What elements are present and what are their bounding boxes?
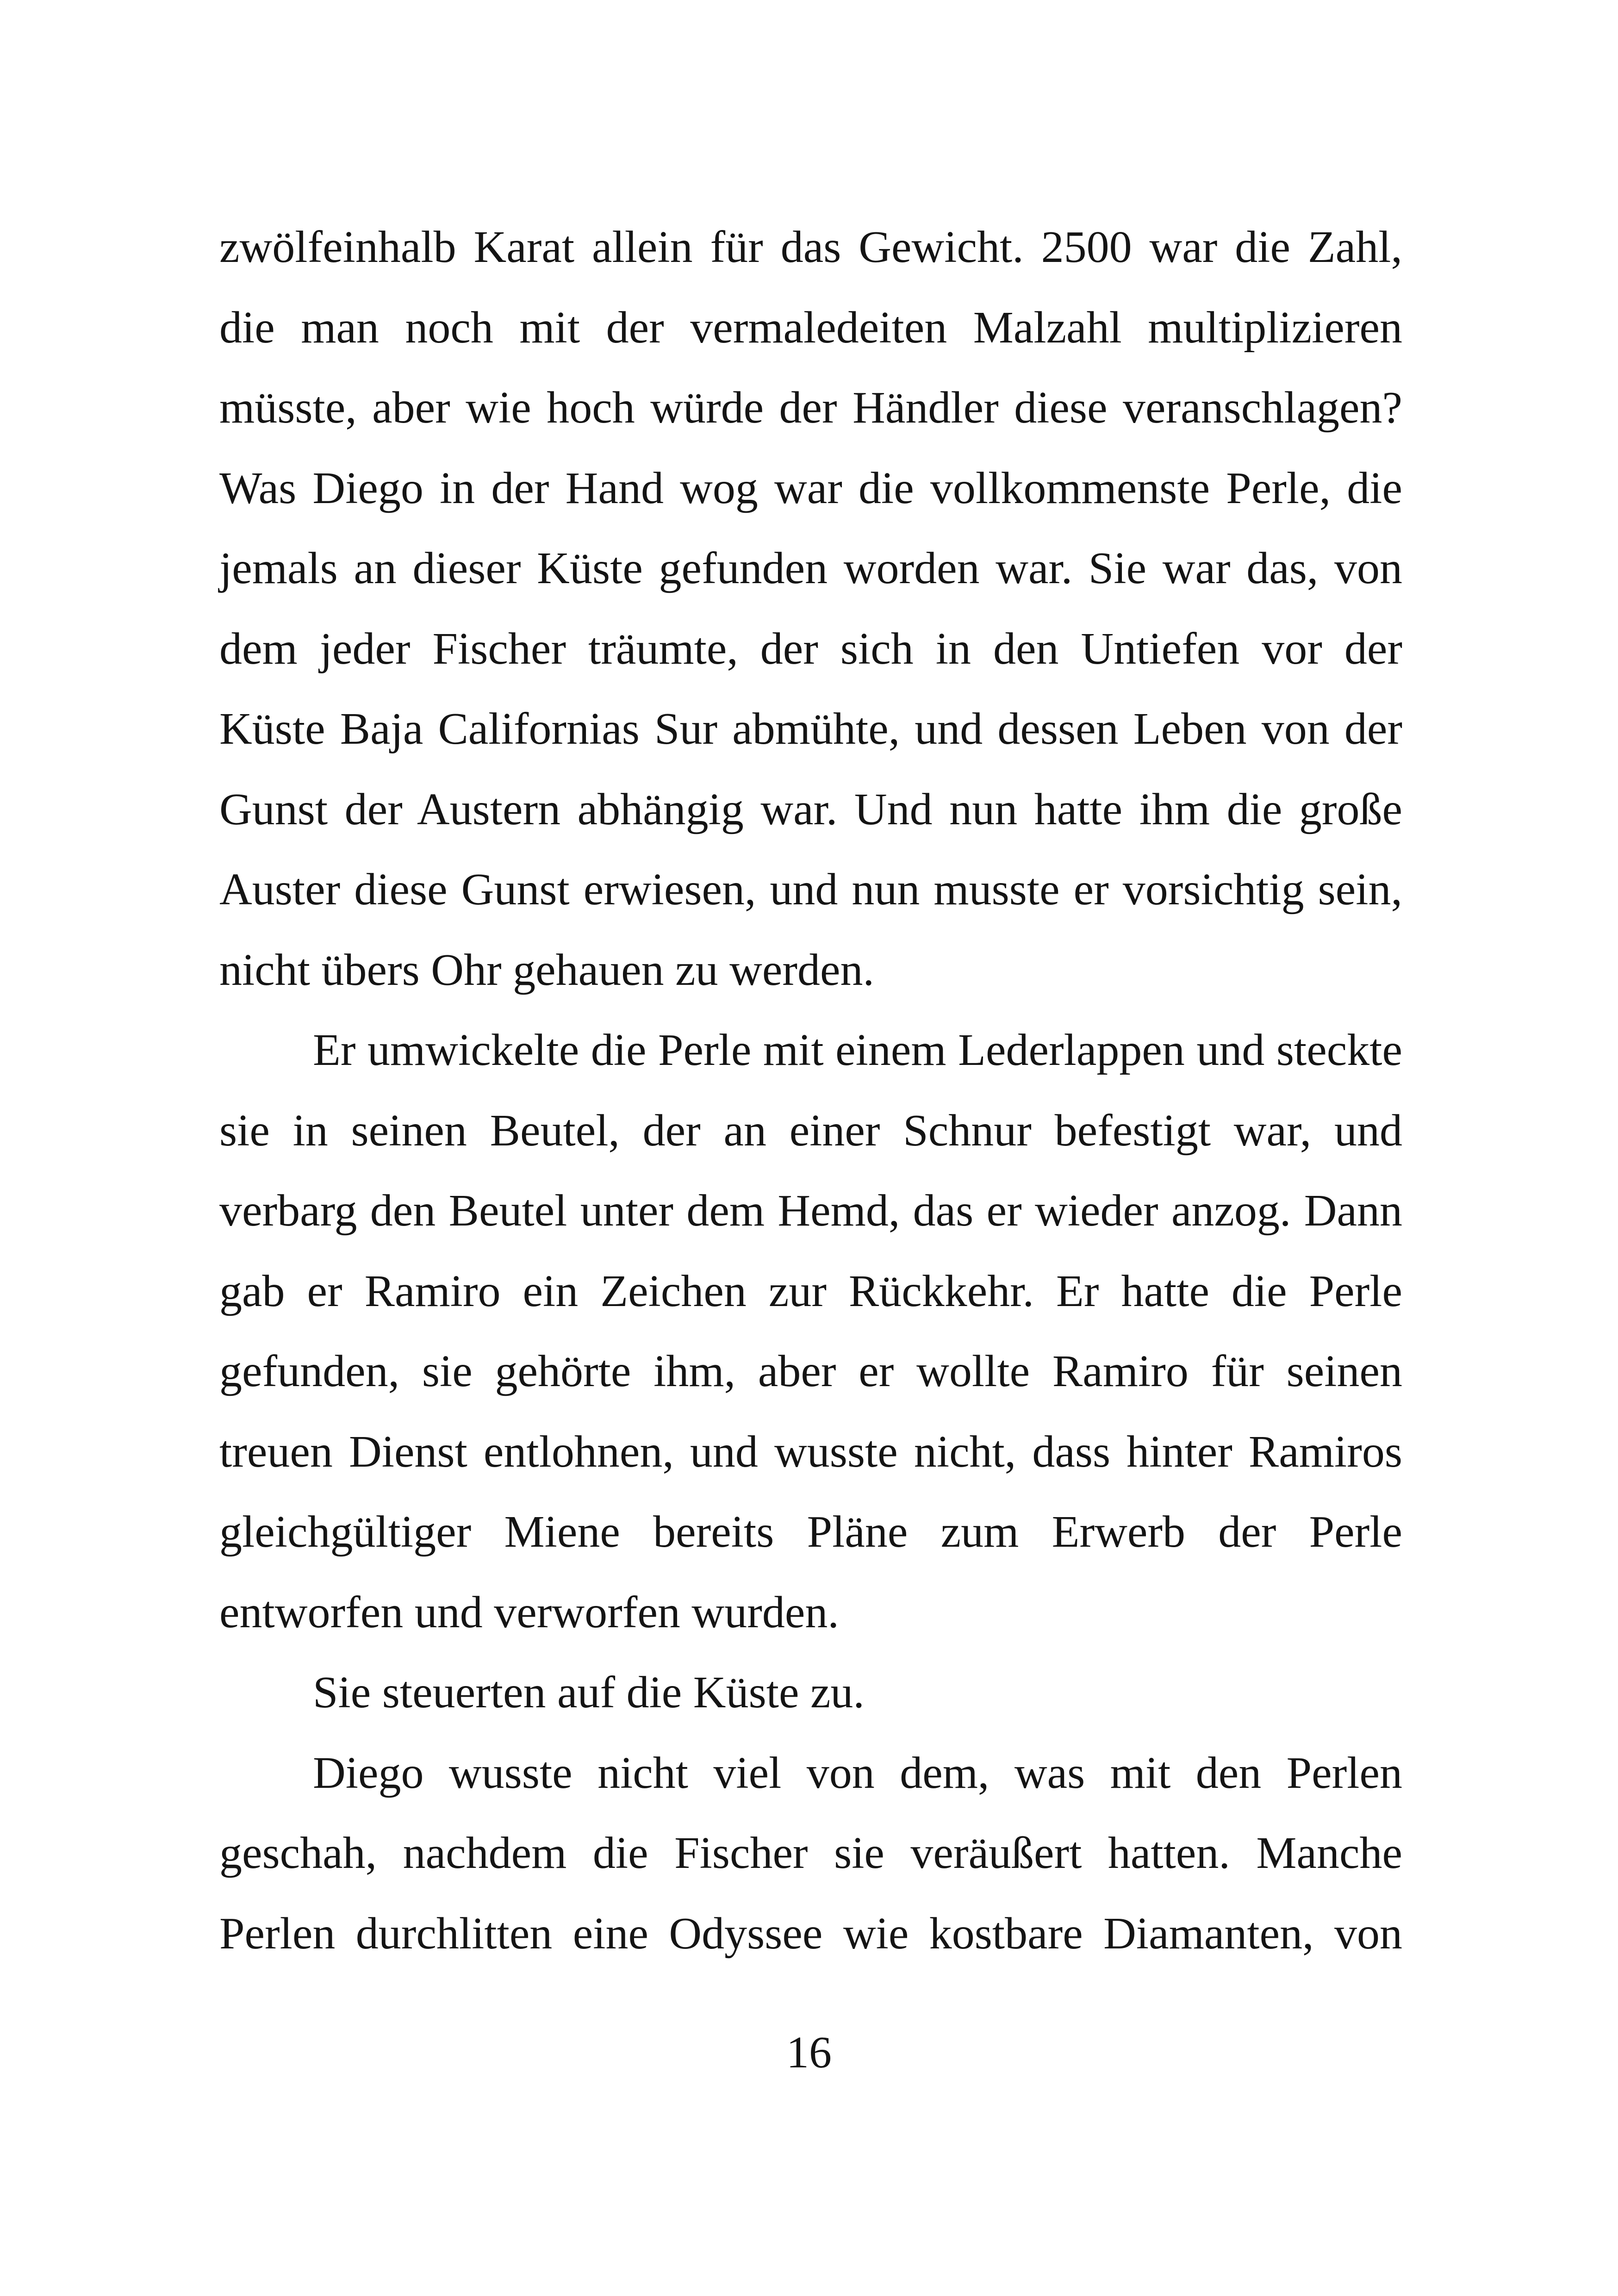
- paragraph-4: Diego wusste nicht viel von dem, was mit den Perlen geschah, nachdem die Fischer sie veräußert hatten. Manche Perlen durchlitten eine Odyssee wie kostbare Diamanten, von: [219, 1748, 1402, 1959]
- paragraph-3: Sie steuerten auf die Küste zu.: [313, 1668, 865, 1717]
- paragraph-2: Er umwickelte die Perle mit einem Lederlappen und steckte sie in seinen Beutel, der an einer Schnur befestigt war, und verbarg den Beutel unter dem Hemd, das er wieder anzog. Dann gab er Ramiro ein Zeichen zur Rückkehr. Er hatte die Perle gefunden, sie gehörte ihm, aber er wollte Ramiro für seinen treuen Dienst entlohnen, und wusste nicht, dass hinter Ramiros gleichgültiger Miene bereits Pläne zum Erwerb der Perle entworfen und verworfen wurden.: [219, 1025, 1402, 1637]
- body-text: [219, 207, 1402, 1974]
- page-number: 16: [786, 2028, 832, 2078]
- paragraph-1: zwölfeinhalb Karat allein für das Gewicht. 2500 war die Zahl, die man noch mit der vermaledeiten Malzahl multiplizieren müsste, aber wie hoch würde der Händler diese veranschlagen? Was Diego in der Hand wog war die vollkommenste Perle, die jemals an dieser Küste gefunden worden war. Sie war das, von dem jeder Fischer träumte, der sich in den Untiefen vor der Küste Baja Californias Sur abmühte, und dessen Leben von der Gunst der Austern abhängig war. Und nun hatte ihm die große Auster diese Gunst erwiesen, und nun musste er vorsichtig sein, nicht übers Ohr gehauen zu werden.: [219, 222, 1402, 995]
